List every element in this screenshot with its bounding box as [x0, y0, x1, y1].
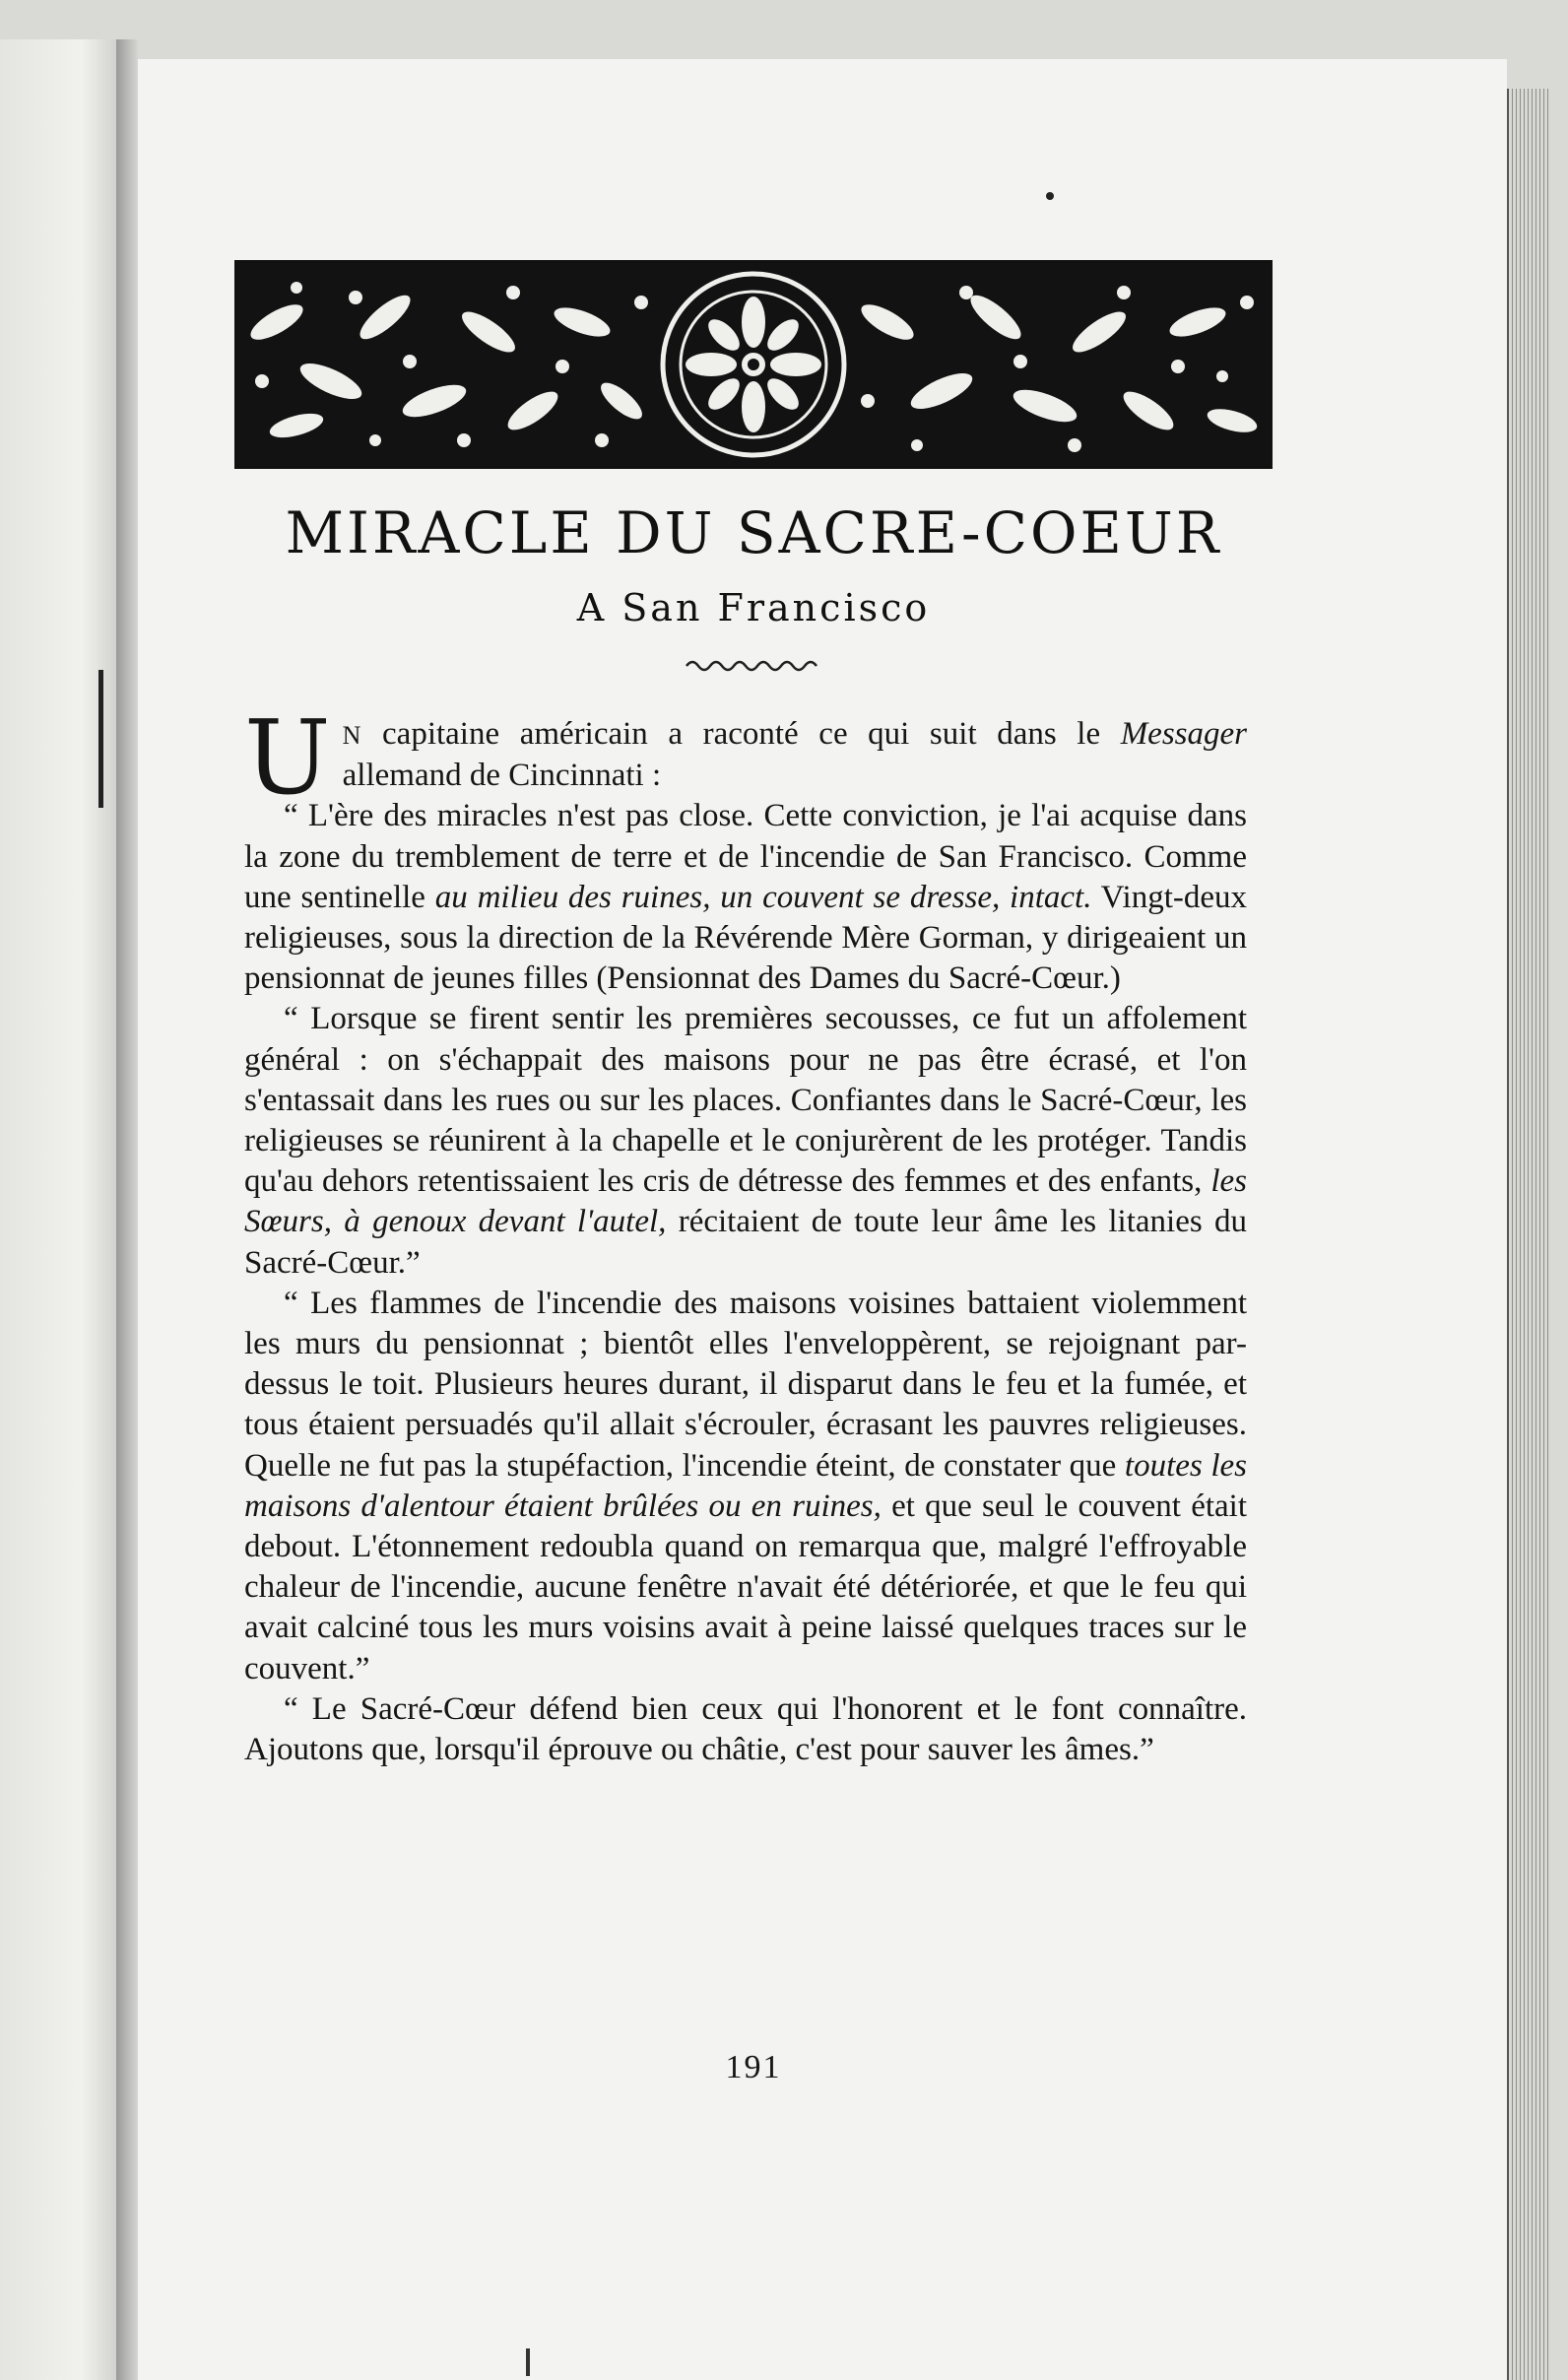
- paragraph-5: [244, 1689, 1247, 1770]
- left-page: [0, 39, 119, 2380]
- paragraph-text: “ Lorsque se firent sentir les premières secousses, ce fut un affolement général : on s'échappait des maisons pour ne pas être écrasé, et l'on s'entassait dans les rues ou sur les places. Confiantes dans le Sacré-Cœur, les religieuses se réunirent à la chapelle et le conjurèrent de les protéger. Tandis qu'au dehors retentissaient les cris de détresse des femmes et des enfants,: [244, 1001, 1247, 1200]
- paragraph-2: [244, 796, 1247, 999]
- paragraph-3: [244, 999, 1247, 1283]
- paragraph-4: [244, 1284, 1247, 1689]
- italic-text: Messager: [1120, 716, 1247, 752]
- ink-speck: [1046, 192, 1054, 200]
- page-block-edge: [1507, 89, 1548, 2380]
- paragraph-1: [244, 697, 1247, 818]
- paragraph-text: et que seul le couvent était debout. L'étonnement redoubla quand on remarqua que, malgré l'effroyable chaleur de l'incendie, aucune fenêtre n'avait été détériorée, et que le feu qui avait calciné tous les murs voisins avait à peine laissé quelques traces sur le couvent.”: [244, 1488, 1247, 1686]
- page-edge-mark: [98, 670, 103, 808]
- page-title: MIRACLE DU SACRE-COEUR: [285, 499, 1222, 566]
- squiggle-divider-icon: [685, 654, 822, 676]
- paragraph-text: capitaine américain a raconté ce qui suit dans le: [361, 716, 1121, 752]
- article-body: [244, 697, 1248, 1770]
- ornamental-headpiece: [234, 260, 1273, 469]
- paragraph-text: Vingt-deux religieuses, sous la direction de la Révérende Mère Gorman, y dirigeaient un pensionnat de jeunes filles (Pensionnat des Dames du Sacré-Cœur.): [244, 879, 1248, 997]
- page-number: 191: [725, 2049, 782, 2085]
- page-subtitle: A San Francisco: [576, 586, 931, 629]
- paragraph-text: “ L'ère des miracles n'est pas close. Cette conviction, je l'ai acquise dans la zone du tremblement de terre et de l'incendie de San Francisco. Comme une sentinelle: [244, 798, 1247, 915]
- italic-text: les Sœurs, à genoux devant l'autel,: [244, 1163, 1247, 1240]
- book-gutter: [116, 39, 138, 2380]
- paragraph-text: récitaient de toute leur âme les litanies du Sacré-Cœur.”: [244, 1204, 1247, 1281]
- paragraph-text: “ Le Sacré-Cœur défend bien ceux qui l'honorent et le font connaître. Ajoutons que, lorsqu'il éprouve ou châtie, c'est pour sauver les âmes.”: [244, 1690, 1247, 1768]
- drop-cap: U: [244, 697, 331, 818]
- italic-text: au milieu des ruines, un couvent se dresse, intact.: [434, 879, 1092, 915]
- page-bottom-mark: [526, 2348, 530, 2376]
- paragraph-text: “ Les flammes de l'incendie des maisons voisines battaient violemment les murs du pensionnat ; bientôt elles l'enveloppèrent, se rejoignant par-dessus le toit. Plusieurs heures durant, il disparut dans le feu et la fumée, et tous étaient persuadés qu'il allait s'écrouler, écrasant les pauvres religieuses. Quelle ne fut pas la stupéfaction, l'incendie éteint, de constater que: [244, 1285, 1247, 1484]
- paragraph-text: allemand de Cincinnati :: [342, 758, 662, 794]
- italic-text: toutes les maisons d'alentour étaient brûlées ou en ruines,: [244, 1447, 1247, 1524]
- foliage-ornament-icon: [237, 263, 1270, 466]
- small-cap: N: [342, 721, 362, 750]
